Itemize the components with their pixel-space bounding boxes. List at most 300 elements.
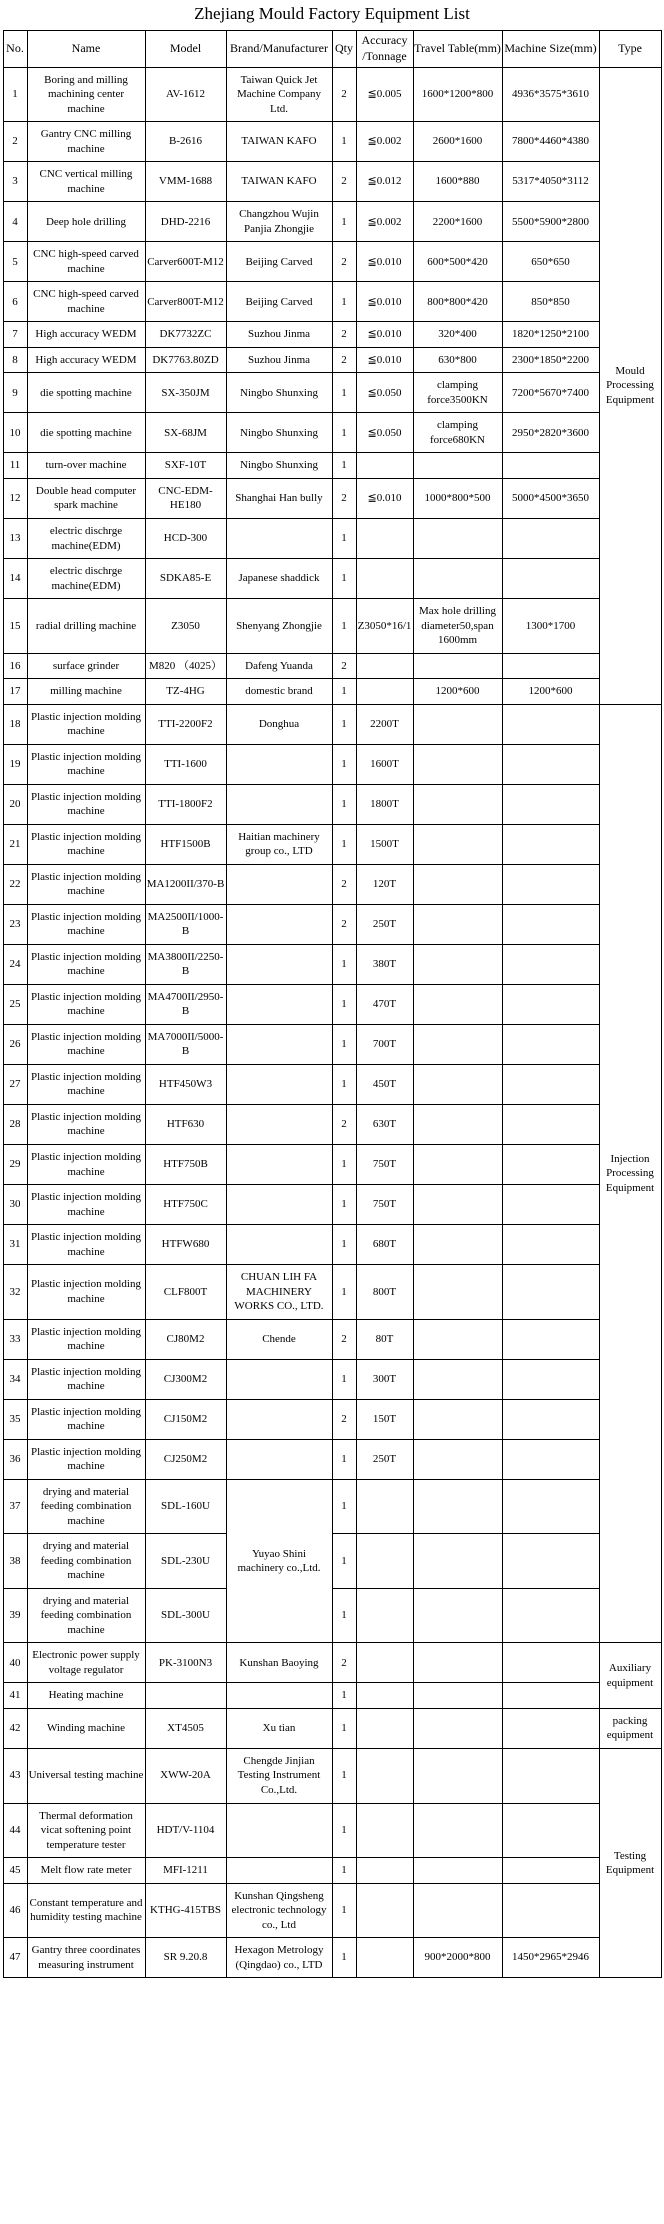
cell-no: 46 <box>3 1883 27 1938</box>
cell-travel <box>413 904 502 944</box>
cell-name: Plastic injection molding machine <box>27 824 145 864</box>
cell-accuracy: ≦0.010 <box>356 322 413 348</box>
cell-size <box>502 1399 599 1439</box>
cell-no: 36 <box>3 1439 27 1479</box>
cell-qty: 2 <box>332 347 356 373</box>
equipment-table <box>3 30 662 1978</box>
cell-no: 9 <box>3 373 27 413</box>
cell-model: HTFW680 <box>145 1225 226 1265</box>
table-row <box>3 322 661 348</box>
cell-no: 44 <box>3 1803 27 1858</box>
cell-travel <box>413 1803 502 1858</box>
table-row <box>3 944 661 984</box>
cell-model: Carver600T-M12 <box>145 242 226 282</box>
cell-model: HTF750B <box>145 1144 226 1184</box>
cell-brand: Suzhou Jinma <box>226 347 332 373</box>
cell-no: 37 <box>3 1479 27 1534</box>
cell-model: SDKA85-E <box>145 559 226 599</box>
cell-model: HTF1500B <box>145 824 226 864</box>
cell-size <box>502 1588 599 1643</box>
cell-model: DK7732ZC <box>145 322 226 348</box>
table-row <box>3 744 661 784</box>
cell-qty: 2 <box>332 322 356 348</box>
cell-size <box>502 1858 599 1884</box>
cell-brand <box>226 784 332 824</box>
cell-name: Plastic injection molding machine <box>27 984 145 1024</box>
cell-name: Gantry CNC milling machine <box>27 122 145 162</box>
cell-accuracy: 680T <box>356 1225 413 1265</box>
table-row <box>3 1479 661 1534</box>
table-row <box>3 1319 661 1359</box>
table-row <box>3 1439 661 1479</box>
cell-brand: TAIWAN KAFO <box>226 162 332 202</box>
cell-size <box>502 1643 599 1683</box>
cell-model: SR 9.20.8 <box>145 1938 226 1978</box>
cell-brand: Suzhou Jinma <box>226 322 332 348</box>
cell-brand <box>226 944 332 984</box>
cell-travel <box>413 519 502 559</box>
cell-no: 32 <box>3 1265 27 1320</box>
table-row <box>3 519 661 559</box>
cell-qty: 1 <box>332 453 356 479</box>
table-row <box>3 1265 661 1320</box>
table-row <box>3 1064 661 1104</box>
cell-brand: Dafeng Yuanda <box>226 653 332 679</box>
cell-no: 35 <box>3 1399 27 1439</box>
cell-size <box>502 559 599 599</box>
cell-travel <box>413 744 502 784</box>
cell-model: AV-1612 <box>145 67 226 122</box>
cell-model <box>145 1683 226 1709</box>
cell-no: 34 <box>3 1359 27 1399</box>
cell-accuracy <box>356 1643 413 1683</box>
cell-name: die spotting machine <box>27 373 145 413</box>
cell-model: HCD-300 <box>145 519 226 559</box>
table-row <box>3 1748 661 1803</box>
cell-size <box>502 984 599 1024</box>
cell-travel <box>413 1883 502 1938</box>
table-row <box>3 1104 661 1144</box>
cell-qty: 2 <box>332 1104 356 1144</box>
cell-model: HTF750C <box>145 1185 226 1225</box>
cell-brand: Chengde Jinjian Testing Instrument Co.,Ltd. <box>226 1748 332 1803</box>
cell-travel <box>413 653 502 679</box>
col-header-name: Name <box>27 31 145 68</box>
cell-name: Plastic injection molding machine <box>27 744 145 784</box>
cell-name: radial drilling machine <box>27 599 145 654</box>
cell-name: Plastic injection molding machine <box>27 1225 145 1265</box>
cell-name: Thermal deformation vicat softening point temperature tester <box>27 1803 145 1858</box>
cell-qty: 1 <box>332 1748 356 1803</box>
cell-name: milling machine <box>27 679 145 705</box>
cell-accuracy <box>356 1883 413 1938</box>
cell-model: DHD-2216 <box>145 202 226 242</box>
cell-name: Heating machine <box>27 1683 145 1709</box>
cell-accuracy <box>356 679 413 705</box>
cell-size: 650*650 <box>502 242 599 282</box>
cell-accuracy: 250T <box>356 1439 413 1479</box>
cell-no: 7 <box>3 322 27 348</box>
cell-size: 2950*2820*3600 <box>502 413 599 453</box>
cell-travel: 2200*1600 <box>413 202 502 242</box>
cell-qty: 1 <box>332 1185 356 1225</box>
cell-model: MA4700II/2950-B <box>145 984 226 1024</box>
cell-no: 17 <box>3 679 27 705</box>
cell-name: Plastic injection molding machine <box>27 784 145 824</box>
cell-no: 31 <box>3 1225 27 1265</box>
cell-no: 4 <box>3 202 27 242</box>
cell-qty: 1 <box>332 744 356 784</box>
cell-travel <box>413 1439 502 1479</box>
cell-accuracy: ≦0.010 <box>356 282 413 322</box>
cell-accuracy: ≦0.010 <box>356 242 413 282</box>
cell-brand: Shenyang Zhongjie <box>226 599 332 654</box>
cell-travel <box>413 1225 502 1265</box>
cell-model: VMM-1688 <box>145 162 226 202</box>
col-header-no: No. <box>3 31 27 68</box>
table-row <box>3 1938 661 1978</box>
cell-qty: 1 <box>332 1588 356 1643</box>
cell-travel <box>413 559 502 599</box>
cell-accuracy: 1600T <box>356 744 413 784</box>
table-row <box>3 478 661 518</box>
col-header-qty: Qty <box>332 31 356 68</box>
cell-brand <box>226 1439 332 1479</box>
cell-no: 19 <box>3 744 27 784</box>
cell-size: 7200*5670*7400 <box>502 373 599 413</box>
cell-name: Universal testing machine <box>27 1748 145 1803</box>
cell-no: 13 <box>3 519 27 559</box>
cell-size <box>502 1439 599 1479</box>
cell-model: MA3800II/2250-B <box>145 944 226 984</box>
cell-travel <box>413 784 502 824</box>
cell-no: 6 <box>3 282 27 322</box>
cell-accuracy: ≦0.005 <box>356 67 413 122</box>
cell-size <box>502 1185 599 1225</box>
cell-travel <box>413 1319 502 1359</box>
cell-travel: 1200*600 <box>413 679 502 705</box>
cell-no: 43 <box>3 1748 27 1803</box>
cell-accuracy <box>356 1803 413 1858</box>
cell-name: Electronic power supply voltage regulator <box>27 1643 145 1683</box>
cell-qty: 1 <box>332 1265 356 1320</box>
cell-type: Testing Equipment <box>599 1748 661 1977</box>
table-row <box>3 599 661 654</box>
cell-qty: 1 <box>332 704 356 744</box>
cell-size: 4936*3575*3610 <box>502 67 599 122</box>
cell-type: packing equipment <box>599 1708 661 1748</box>
cell-qty: 1 <box>332 282 356 322</box>
cell-accuracy <box>356 559 413 599</box>
cell-travel: 1600*1200*800 <box>413 67 502 122</box>
cell-accuracy <box>356 453 413 479</box>
cell-size <box>502 1683 599 1709</box>
cell-model: CNC-EDM-HE180 <box>145 478 226 518</box>
cell-qty: 1 <box>332 984 356 1024</box>
cell-travel <box>413 944 502 984</box>
cell-accuracy: ≦0.050 <box>356 373 413 413</box>
cell-travel <box>413 1024 502 1064</box>
cell-brand: Shanghai Han bully <box>226 478 332 518</box>
cell-qty: 2 <box>332 162 356 202</box>
cell-accuracy <box>356 1858 413 1884</box>
cell-accuracy: 380T <box>356 944 413 984</box>
cell-name: Melt flow rate meter <box>27 1858 145 1884</box>
cell-size: 1200*600 <box>502 679 599 705</box>
cell-accuracy: ≦0.012 <box>356 162 413 202</box>
cell-qty: 2 <box>332 242 356 282</box>
cell-name: Winding machine <box>27 1708 145 1748</box>
cell-qty: 1 <box>332 1883 356 1938</box>
cell-accuracy: 80T <box>356 1319 413 1359</box>
cell-no: 28 <box>3 1104 27 1144</box>
cell-size: 850*850 <box>502 282 599 322</box>
cell-name: Plastic injection molding machine <box>27 904 145 944</box>
cell-accuracy: 250T <box>356 904 413 944</box>
cell-type: Auxiliary equipment <box>599 1643 661 1709</box>
cell-model: CLF800T <box>145 1265 226 1320</box>
cell-name: Plastic injection molding machine <box>27 944 145 984</box>
cell-model: HDT/V-1104 <box>145 1803 226 1858</box>
cell-brand <box>226 1024 332 1064</box>
col-header-accuracy: Accuracy /Tonnage <box>356 31 413 68</box>
table-row <box>3 1185 661 1225</box>
cell-brand: Ningbo Shunxing <box>226 413 332 453</box>
cell-qty: 1 <box>332 202 356 242</box>
table-row <box>3 824 661 864</box>
cell-travel <box>413 1399 502 1439</box>
cell-travel: clamping force3500KN <box>413 373 502 413</box>
table-row <box>3 413 661 453</box>
cell-size <box>502 1225 599 1265</box>
cell-qty: 1 <box>332 1064 356 1104</box>
cell-no: 14 <box>3 559 27 599</box>
cell-type: Mould Processing Equipment <box>599 67 661 704</box>
col-header-model: Model <box>145 31 226 68</box>
col-header-size: Machine Size(mm) <box>502 31 599 68</box>
table-row <box>3 162 661 202</box>
cell-model: Z3050 <box>145 599 226 654</box>
cell-qty: 1 <box>332 1144 356 1184</box>
cell-size <box>502 1319 599 1359</box>
cell-size <box>502 1144 599 1184</box>
page-title: Zhejiang Mould Factory Equipment List <box>194 4 470 23</box>
cell-accuracy: 750T <box>356 1144 413 1184</box>
cell-qty: 1 <box>332 1683 356 1709</box>
table-row <box>3 1683 661 1709</box>
table-row <box>3 1359 661 1399</box>
cell-brand <box>226 744 332 784</box>
cell-accuracy <box>356 1748 413 1803</box>
cell-accuracy: ≦0.010 <box>356 347 413 373</box>
cell-qty: 2 <box>332 478 356 518</box>
cell-accuracy: 700T <box>356 1024 413 1064</box>
cell-name: die spotting machine <box>27 413 145 453</box>
cell-accuracy <box>356 1479 413 1534</box>
cell-qty: 1 <box>332 1938 356 1978</box>
cell-accuracy <box>356 1588 413 1643</box>
table-row <box>3 347 661 373</box>
cell-model: TTI-1800F2 <box>145 784 226 824</box>
cell-travel <box>413 1588 502 1643</box>
cell-size <box>502 1024 599 1064</box>
table-row <box>3 653 661 679</box>
cell-no: 1 <box>3 67 27 122</box>
cell-no: 15 <box>3 599 27 654</box>
cell-qty: 1 <box>332 373 356 413</box>
cell-brand <box>226 864 332 904</box>
table-row <box>3 1588 661 1643</box>
cell-model: SXF-10T <box>145 453 226 479</box>
table-row <box>3 704 661 744</box>
cell-model: Carver800T-M12 <box>145 282 226 322</box>
cell-no: 23 <box>3 904 27 944</box>
cell-model: KTHG-415TBS <box>145 1883 226 1938</box>
cell-accuracy: 450T <box>356 1064 413 1104</box>
cell-qty: 1 <box>332 1225 356 1265</box>
cell-qty: 2 <box>332 1643 356 1683</box>
cell-travel: Max hole drilling diameter50,span 1600mm <box>413 599 502 654</box>
cell-size <box>502 1534 599 1589</box>
table-row <box>3 202 661 242</box>
table-row <box>3 373 661 413</box>
cell-no: 33 <box>3 1319 27 1359</box>
cell-size: 5500*5900*2800 <box>502 202 599 242</box>
cell-no: 25 <box>3 984 27 1024</box>
cell-accuracy <box>356 1938 413 1978</box>
cell-name: drying and material feeding combination machine <box>27 1588 145 1643</box>
cell-name: Plastic injection molding machine <box>27 1144 145 1184</box>
cell-model: HTF630 <box>145 1104 226 1144</box>
cell-name: Gantry three coordinates measuring instrument <box>27 1938 145 1978</box>
table-row <box>3 984 661 1024</box>
cell-no: 38 <box>3 1534 27 1589</box>
cell-qty: 1 <box>332 1479 356 1534</box>
cell-qty: 1 <box>332 1439 356 1479</box>
cell-brand: TAIWAN KAFO <box>226 122 332 162</box>
cell-brand: Donghua <box>226 704 332 744</box>
cell-name: CNC vertical milling machine <box>27 162 145 202</box>
cell-no: 30 <box>3 1185 27 1225</box>
table-row <box>3 242 661 282</box>
cell-accuracy: 630T <box>356 1104 413 1144</box>
cell-no: 20 <box>3 784 27 824</box>
table-row <box>3 1803 661 1858</box>
cell-no: 27 <box>3 1064 27 1104</box>
cell-model: MFI-1211 <box>145 1858 226 1884</box>
cell-brand: Haitian machinery group co., LTD <box>226 824 332 864</box>
cell-qty: 2 <box>332 653 356 679</box>
cell-model: TTI-2200F2 <box>145 704 226 744</box>
cell-no: 16 <box>3 653 27 679</box>
cell-travel <box>413 453 502 479</box>
cell-no: 12 <box>3 478 27 518</box>
cell-qty: 1 <box>332 1359 356 1399</box>
cell-size: 7800*4460*4380 <box>502 122 599 162</box>
cell-travel <box>413 1144 502 1184</box>
cell-travel <box>413 864 502 904</box>
cell-accuracy: 800T <box>356 1265 413 1320</box>
cell-brand <box>226 1683 332 1709</box>
cell-brand: Hexagon Metrology (Qingdao) co., LTD <box>226 1938 332 1978</box>
cell-brand: domestic brand <box>226 679 332 705</box>
cell-name: drying and material feeding combination machine <box>27 1479 145 1534</box>
cell-travel: 630*800 <box>413 347 502 373</box>
cell-qty: 2 <box>332 67 356 122</box>
cell-travel <box>413 1479 502 1534</box>
cell-size: 2300*1850*2200 <box>502 347 599 373</box>
cell-brand: Chende <box>226 1319 332 1359</box>
cell-travel <box>413 984 502 1024</box>
cell-size <box>502 824 599 864</box>
cell-size <box>502 519 599 559</box>
cell-travel <box>413 1185 502 1225</box>
cell-name: Boring and milling machining center machine <box>27 67 145 122</box>
table-row <box>3 864 661 904</box>
cell-no: 3 <box>3 162 27 202</box>
cell-accuracy: Z3050*16/1 <box>356 599 413 654</box>
cell-travel <box>413 1265 502 1320</box>
cell-brand <box>226 1399 332 1439</box>
cell-qty: 1 <box>332 1803 356 1858</box>
cell-size <box>502 864 599 904</box>
cell-accuracy: 750T <box>356 1185 413 1225</box>
cell-travel <box>413 1064 502 1104</box>
cell-name: drying and material feeding combination machine <box>27 1534 145 1589</box>
cell-no: 26 <box>3 1024 27 1064</box>
table-row <box>3 904 661 944</box>
cell-qty: 1 <box>332 944 356 984</box>
cell-size <box>502 1883 599 1938</box>
col-header-travel: Travel Table(mm) <box>413 31 502 68</box>
cell-qty: 2 <box>332 904 356 944</box>
cell-size <box>502 944 599 984</box>
cell-no: 11 <box>3 453 27 479</box>
cell-size: 1300*1700 <box>502 599 599 654</box>
cell-brand: Japanese shaddick <box>226 559 332 599</box>
cell-no: 5 <box>3 242 27 282</box>
cell-travel: 320*400 <box>413 322 502 348</box>
cell-size <box>502 1359 599 1399</box>
cell-brand <box>226 1359 332 1399</box>
cell-size <box>502 904 599 944</box>
cell-travel <box>413 1643 502 1683</box>
cell-no: 40 <box>3 1643 27 1683</box>
cell-brand <box>226 1185 332 1225</box>
cell-model: SDL-300U <box>145 1588 226 1643</box>
cell-accuracy: ≦0.010 <box>356 478 413 518</box>
cell-size <box>502 1265 599 1320</box>
cell-name: Plastic injection molding machine <box>27 1439 145 1479</box>
cell-model: CJ80M2 <box>145 1319 226 1359</box>
cell-size <box>502 1708 599 1748</box>
cell-no: 45 <box>3 1858 27 1884</box>
cell-travel <box>413 1534 502 1589</box>
cell-name: High accuracy WEDM <box>27 322 145 348</box>
cell-qty: 1 <box>332 679 356 705</box>
cell-travel: 600*500*420 <box>413 242 502 282</box>
cell-size <box>502 1064 599 1104</box>
cell-name: Plastic injection molding machine <box>27 1399 145 1439</box>
cell-qty: 1 <box>332 784 356 824</box>
cell-brand: Beijing Carved <box>226 282 332 322</box>
cell-name: Plastic injection molding machine <box>27 1064 145 1104</box>
cell-brand: Yuyao Shini machinery co.,Ltd. <box>226 1479 332 1643</box>
cell-brand: Ningbo Shunxing <box>226 373 332 413</box>
cell-accuracy: 120T <box>356 864 413 904</box>
cell-model: DK7763.80ZD <box>145 347 226 373</box>
table-row <box>3 784 661 824</box>
